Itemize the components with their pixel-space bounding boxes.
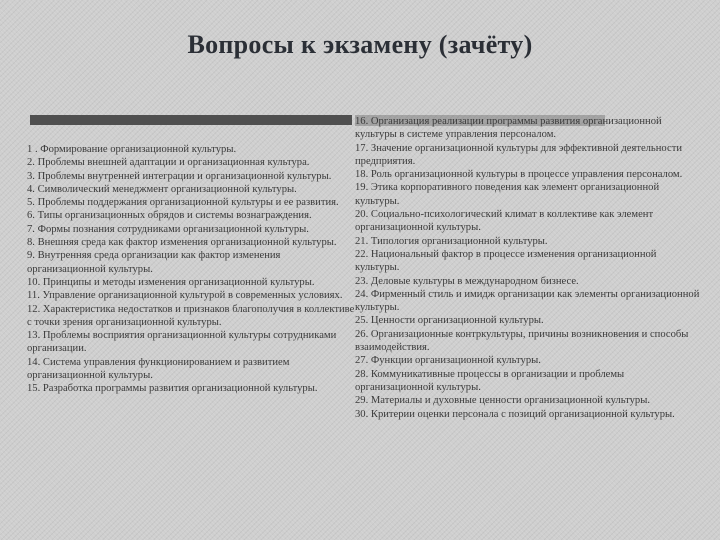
question-item: 17. Значение организационной культуры для эффективной деятельности предприятия. (355, 142, 682, 167)
questions-left-column (27, 143, 355, 396)
question-item: 6. Типы организационных обрядов и системы вознаграждения. (27, 210, 312, 222)
questions-right-column (355, 115, 700, 421)
question-item: 24. Фирменный стиль и имидж организации как элементы организационной культуры. (355, 288, 700, 314)
question-item: 27. Функции организационной культуры. (355, 355, 541, 367)
question-item: 20. Социально-психологический климат в коллективе как элемент организационной культуры. (355, 209, 654, 234)
question-item: 21. Типология организационной культуры. (355, 235, 548, 247)
question-item: 4. Символический менеджмент организационной культуры. (27, 183, 297, 195)
header-divider-bar (30, 115, 352, 125)
question-item: 10. Принципы и методы изменения организационной культуры. (27, 276, 315, 288)
question-item: 23. Деловые культуры в международном бизнесе. (355, 275, 579, 287)
question-item: 1 . Формирование организационной культуры. (27, 144, 237, 155)
question-item: 12. Характеристика недостатков и признаков благополучия в коллективе с точки зрения организационной культуры. (27, 303, 355, 328)
question-item: 8. Внешняя среда как фактор изменения организационной культуры. (27, 237, 337, 249)
question-item: 28. Коммуникативные процессы в организации и проблемы организационной культуры. (355, 368, 625, 393)
question-item: 29. Материалы и духовные ценности организационной культуры. (355, 395, 650, 407)
question-item: 25. Ценности организационной культуры. (355, 315, 544, 327)
question-item: 7. Формы познания сотрудниками организационной культуры. (27, 223, 309, 235)
question-item: 18. Роль организационной культуры в процессе управления персоналом. (355, 169, 683, 181)
question-item: 5. Проблемы поддержания организационной культуры и ее развития. (27, 197, 339, 209)
question-item: 14. Система управления функционированием и развитием организационной культуры. (27, 356, 290, 382)
question-item: 16. Организация реализации программы развития организационной культуры в системе управления персоналом. (355, 116, 662, 141)
question-item: 15. Разработка программы развития организационной культуры. (27, 383, 318, 395)
page-title: Вопросы к экзамену (зачёту) (187, 30, 533, 59)
question-item: 3. Проблемы внутренней интеграции и организационной культуры. (27, 170, 332, 182)
question-item: 2. Проблемы внешней адаптации и организационная культура. (27, 157, 310, 169)
question-item: 22. Национальный фактор в процессе изменения организационной культуры. (355, 248, 657, 274)
question-item: 19. Этика корпоративного поведения как элемент организационной культуры. (355, 182, 660, 207)
question-item: 30. Критерии оценки персонала с позиций организационной культуры. (355, 408, 675, 420)
question-item: 11. Управление организационной культурой в современных условиях. (27, 290, 343, 302)
question-item: 9. Внутренняя среда организации как фактор изменения организационной культуры. (27, 250, 281, 275)
question-item: 26. Организационные контркультуры, причины возникновения и способы взаимодействия. (355, 328, 689, 354)
question-item: 13. Проблемы восприятия организационной культуры сотрудниками организации. (27, 330, 337, 355)
